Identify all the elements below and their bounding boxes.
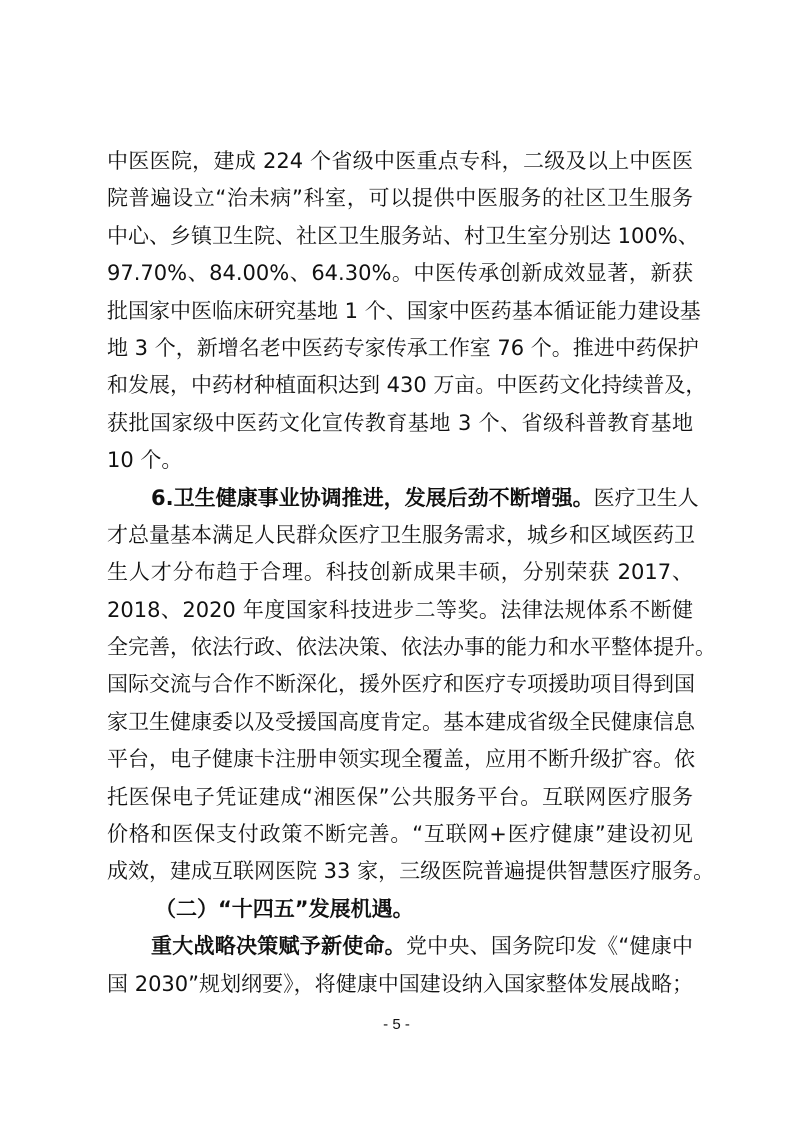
text-run: 党中央、国务院印发《“健康中 [405, 934, 693, 959]
text-line: 10 个。 [107, 448, 183, 473]
text-line [107, 480, 699, 517]
text-line: 国际交流与合作不断深化，援外医疗和医疗专项援助项目得到国 [107, 672, 695, 697]
text-line: 2018、2020 年度国家科技进步二等奖。法律法规体系不断健 [107, 597, 693, 622]
text-line: 生人才分布趋于合理。科技创新成果丰硕，分别荣获 2017、 [107, 560, 693, 585]
text-line: 全完善，依法行政、依法决策、依法办事的能力和水平整体提升。 [107, 635, 716, 660]
paragraph-lead-heading: 6.卫生健康事业协调推进，发展后劲不断增强。 [151, 485, 594, 510]
text-line: 家卫生健康委以及受援国高度肯定。基本建成省级全民健康信息 [107, 709, 695, 734]
page-number: - 5 - [383, 1016, 410, 1033]
text-line: 院普遍设立“治未病”科室，可以提供中医服务的社区卫生服务 [107, 186, 693, 211]
text-line: 97.70%、84.00%、64.30%。中医传承创新成效显著，新获 [107, 261, 693, 286]
text-line: 托医保电子凭证建成“湘医保”公共服务平台。互联网医疗服务 [107, 784, 693, 809]
paragraph-health-development [107, 480, 716, 891]
text-line: 和发展，中药材种植面积达到 430 万亩。中医药文化持续普及， [107, 373, 707, 398]
text-line: 获批国家级中医药文化宣传教育基地 3 个、省级科普教育基地 [107, 410, 693, 435]
text-line: 中心、乡镇卫生院、社区卫生服务站、村卫生室分别达 100%、 [107, 223, 699, 248]
text-run: 医疗卫生人 [593, 485, 699, 510]
text-line: 才总量基本满足人民群众医疗卫生服务需求，城乡和区域医药卫 [107, 522, 695, 547]
paragraph-strategic-mission [107, 928, 693, 1003]
document-page [107, 143, 716, 1003]
text-line: 中医医院，建成 224 个省级中医重点专科，二级及以上中医医 [107, 149, 693, 173]
text-line: 平台，电子健康卡注册申领实现全覆盖，应用不断升级扩容。依 [107, 747, 695, 772]
text-line: 价格和医保支付政策不断完善。“互联网+医疗健康”建设初见 [107, 822, 693, 847]
text-line [107, 928, 693, 965]
text-line: 成效，建成互联网医院 33 家，三级医院普遍提供智慧医疗服务。 [107, 859, 715, 884]
section-heading: （二）“十四五”发展机遇。 [155, 896, 414, 921]
text-line: 地 3 个，新增名老中医药专家传承工作室 76 个。推进中药保护 [107, 335, 699, 360]
text-line: 批国家中医临床研究基地 1 个、国家中医药基本循证能力建设基 [107, 298, 701, 323]
paragraph-lead-heading: 重大战略决策赋予新使命。 [151, 934, 406, 959]
paragraph-tcm-achievements [107, 143, 707, 480]
text-line: 国 2030”规划纲要》，将健康中国建设纳入国家整体发展战略； [107, 971, 693, 996]
